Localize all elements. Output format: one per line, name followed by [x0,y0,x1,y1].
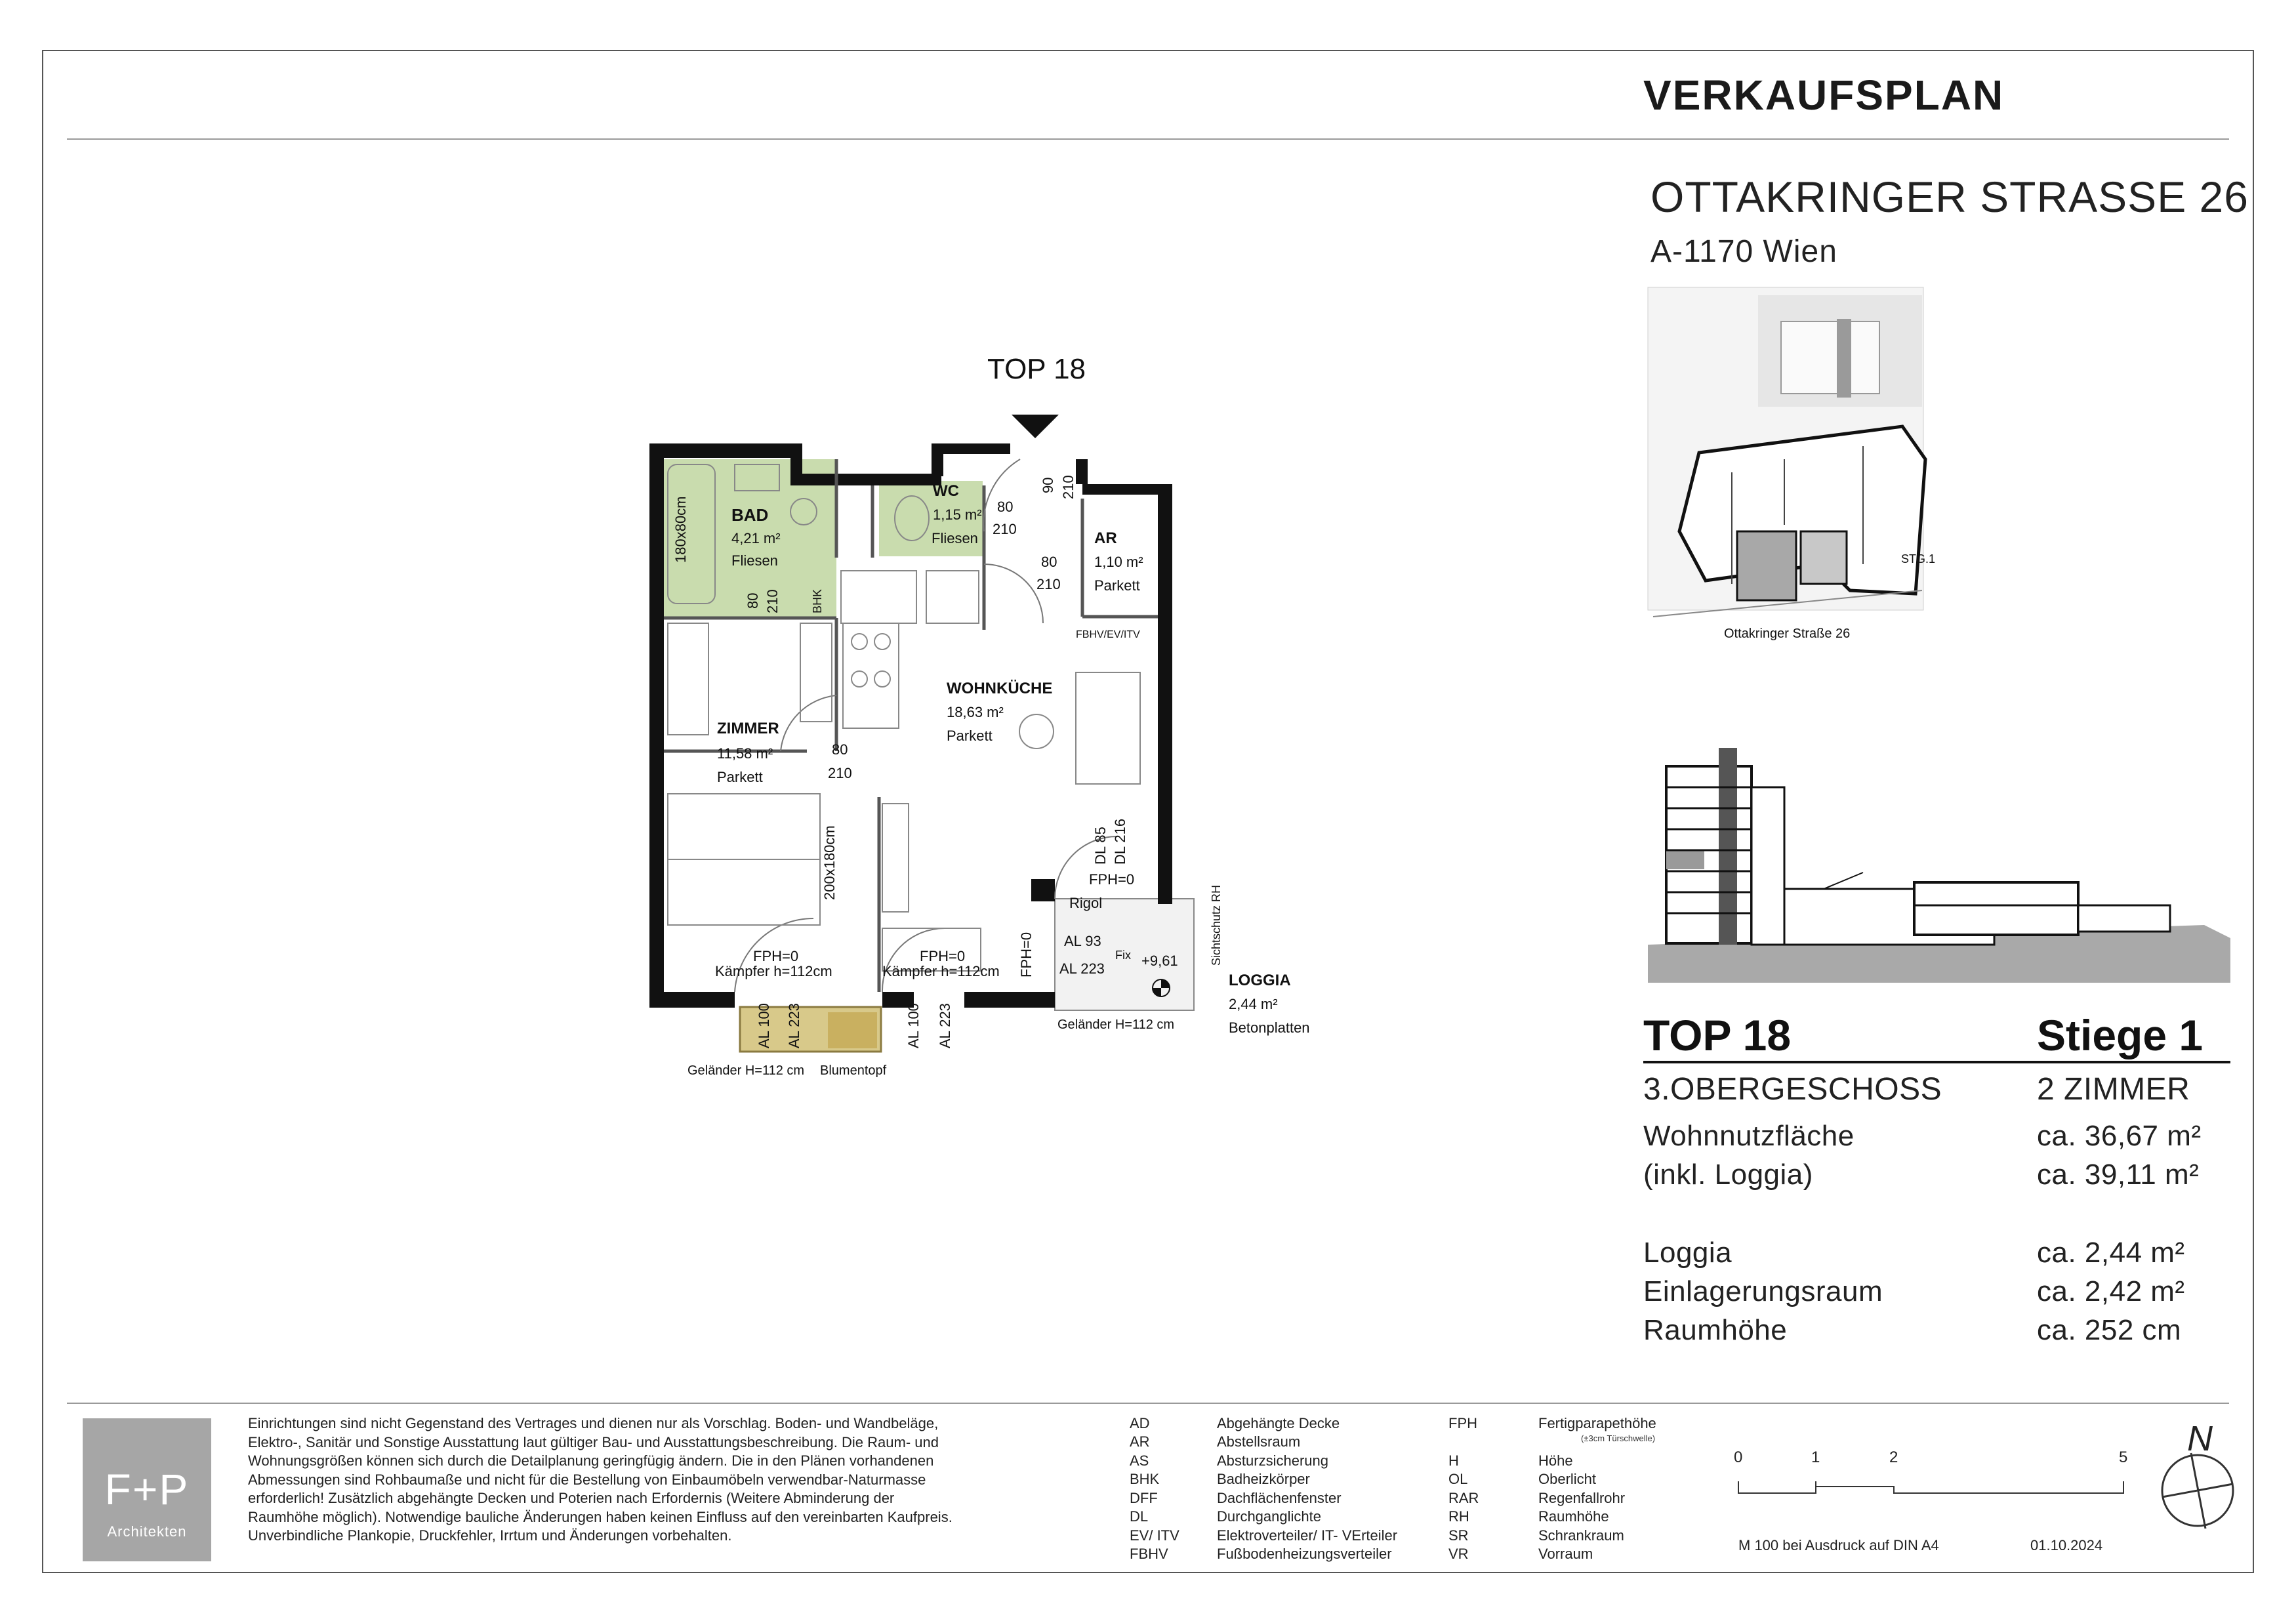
al223-kueche: AL 223 [937,1003,953,1048]
summary-row-label: Wohnnutzfläche [1643,1120,1855,1152]
al100-zimmer: AL 100 [756,1003,772,1048]
legend-text: Höhe [1538,1452,1573,1469]
level-label: +9,61 [1141,953,1178,969]
kaempfer-kueche: Kämpfer h=112cm [882,963,1000,979]
gelaender-label-loggia: Geländer H=112 cm [1057,1017,1175,1032]
wohnkueche-name: WOHNKÜCHE [947,680,1053,697]
summary-top: TOP 18 [1643,1011,1792,1059]
scale-bar [1738,1481,2123,1493]
fix-label: Fix [1115,949,1131,962]
scale-tick: 2 [1889,1448,1898,1466]
zimmer-floor: Parkett [717,769,763,785]
legend-text: Vorraum [1538,1546,1593,1562]
fph-side: FPH=0 [1018,932,1035,977]
scale-tick: 0 [1734,1448,1743,1466]
summary-divider [1643,1061,2230,1063]
entry-door-h: 210 [1060,475,1076,499]
sichtschutz-label: Sichtschutz RH [1210,884,1223,966]
wc-door-w: 80 [997,499,1014,515]
floorplan-top-label: TOP 18 [987,353,1086,385]
legend-text: Oberlicht [1538,1471,1597,1487]
loggia-area: 2,44 m² [1229,996,1278,1012]
legend-abbr: VR [1448,1546,1469,1562]
legend-text: Durchganglichte [1217,1508,1321,1525]
wc-floor: Fliesen [932,530,978,546]
summary-row-label: Loggia [1643,1237,1732,1269]
ar-floor: Parkett [1094,577,1140,594]
summary-row-value: ca. 36,67 m² [2037,1120,2202,1152]
legend-abbr: AR [1130,1433,1150,1450]
legend-abbr: RH [1448,1508,1469,1525]
disclaimer-text: Einrichtungen sind nicht Gegenstand des Vertrages und dienen nur als Vorschlag. Boden- und Wandbeläge, Elektro-, Sanitär und Sonstige Ausstattung laut gültiger Bau- und Ausstattungsbeschreibung. Die Raum- und Wohnungsgrößen können sich durch die Detailplanung geringfügig ändern. Die in den Plänen vorhandenen Abmessungen sind Rohbaumaße und nicht für die Bestellung von Einbaumöbeln verwendbar-Naturmasse erforderlich! Zusätzlich abgehängte Decken und Poterien nach Erfordernis (Weitere Abminderung der Raumhöhe möglich). Notwendige bauliche Änderungen haben keinen Einfluss auf den vereinbarten Kaufpreis. Unverbindliche Plankopie, Druckfehler, Irrtum und Änderungen vorbehalten. [248,1415,953,1544]
legend-abbr: OL [1448,1471,1468,1487]
legend-abbr: BHK [1130,1471,1160,1487]
summary-row-label: Raumhöhe [1643,1314,1788,1346]
bathtub-size: 180x80cm [672,496,689,563]
bhk-label: BHK [811,588,824,613]
legend-abbr: DL [1130,1508,1149,1525]
kaempfer-zimmer: Kämpfer h=112cm [715,963,832,979]
bed-size: 200x180cm [821,825,838,900]
summary-row-value: ca. 39,11 m² [2037,1159,2200,1191]
fbhv-label: FBHV/EV/ITV [1076,629,1140,640]
zimmer-area: 11,58 m² [717,745,773,762]
summary-row-value: ca. 2,44 m² [2037,1237,2185,1269]
architect-logo [83,1418,211,1561]
al100-kueche: AL 100 [905,1003,922,1048]
site-street-label: Ottakringer Straße 26 [1724,627,1851,641]
dl216-label: DL 216 [1112,818,1128,865]
entry-arrow-icon [1012,415,1059,438]
legend-text: Absturzsicherung [1217,1452,1328,1469]
wc-area: 1,15 m² [933,506,982,523]
summary-floor: 3.OBERGESCHOSS [1643,1072,1942,1107]
logo-mark: F+P [104,1465,190,1513]
legend-text: Abgehängte Decke [1217,1415,1340,1431]
bad-area: 4,21 m² [731,530,781,546]
site-stair-label: STG.1 [1901,552,1936,565]
loggia-name: LOGGIA [1229,972,1291,989]
legend-text: Schrankraum [1538,1527,1624,1544]
zimmer-door-w: 80 [832,741,848,758]
summary-row-label: (inkl. Loggia) [1643,1159,1813,1191]
scale-tick: 1 [1811,1448,1820,1466]
fph-kueche: FPH=0 [920,948,966,964]
plan-date: 01.10.2024 [2030,1537,2103,1553]
wc-name: WC [933,482,959,500]
legend-abbr: AS [1130,1452,1149,1469]
address-city: A-1170 Wien [1650,234,1837,269]
sofa [1076,672,1140,784]
bad-door-h: 210 [764,589,781,613]
legend-abbr: FPH [1448,1415,1477,1431]
ar-name: AR [1094,529,1117,547]
legend-abbr: EV/ ITV [1130,1527,1179,1544]
entry-door-w: 90 [1040,477,1056,493]
al223-loggia: AL 223 [1059,960,1105,977]
legend-fph-note: (±3cm Türschwelle) [1581,1433,1656,1443]
legend-abbr: SR [1448,1527,1469,1544]
wohnkueche-area: 18,63 m² [947,704,1004,720]
legend-abbr: AD [1130,1415,1150,1431]
summary-row-value: ca. 252 cm [2037,1314,2182,1346]
document-title: VERKAUFSPLAN [1643,72,2005,119]
legend-text: Elektroverteiler/ IT- VErteiler [1217,1527,1398,1544]
legend-text: Raumhöhe [1538,1508,1609,1525]
blumentopf-label: Blumentopf [820,1063,887,1078]
summary-stiege: Stiege 1 [2037,1011,2204,1059]
bad-door-w: 80 [745,592,761,609]
ar-area: 1,10 m² [1094,554,1143,570]
dining-table [1019,714,1054,749]
fph-zimmer: FPH=0 [753,948,799,964]
kitchen-shelf [926,571,979,623]
dl85-label: DL 85 [1092,827,1109,865]
ar-door-h: 210 [1036,576,1061,592]
address-street: OTTAKRINGER STRASSE 26 [1650,173,2249,221]
blumentopf-box [828,1012,877,1048]
wc-door-h: 210 [993,521,1017,537]
wardrobe-left [668,623,708,735]
building-section [1648,748,2230,983]
north-arrow-icon [2162,1453,2233,1529]
al223-zimmer: AL 223 [786,1003,802,1048]
gelaender-label-left: Geländer H=112 cm [687,1063,805,1078]
legend-text: Fertigparapethöhe [1538,1415,1656,1431]
site-plan [1648,287,1935,641]
section-top18-highlight [1666,850,1704,869]
legend-text: Badheizkörper [1217,1471,1310,1487]
kitchen-unit [841,571,916,623]
footer-divider [67,1403,2229,1404]
logo-subtitle: Architekten [107,1523,187,1540]
north-label: N [2187,1419,2213,1458]
desk [882,804,909,912]
ar-door-w: 80 [1041,554,1057,570]
zimmer-door-h: 210 [828,765,852,781]
legend-abbr: RAR [1448,1490,1479,1506]
fph-loggia: FPH=0 [1089,871,1135,888]
rigol-label: Rigol [1069,895,1103,911]
legend-text: Fußbodenheizungsverteiler [1217,1546,1392,1562]
legend-abbr: H [1448,1452,1459,1469]
scale-caption: M 100 bei Ausdruck auf DIN A4 [1738,1537,1939,1553]
summary-row-label: Einlagerungsraum [1643,1275,1883,1307]
zimmer-name: ZIMMER [717,720,779,737]
summary-row-value: ca. 2,42 m² [2037,1275,2185,1307]
wohnkueche-floor: Parkett [947,728,993,744]
bad-floor: Fliesen [731,552,778,569]
legend-abbr: DFF [1130,1490,1158,1506]
al93-label: AL 93 [1064,933,1101,949]
legend-abbr: FBHV [1130,1546,1168,1562]
loggia-floor: Betonplatten [1229,1019,1310,1036]
legend-text: Regenfallrohr [1538,1490,1626,1506]
summary-rooms-count: 2 ZIMMER [2037,1072,2190,1107]
legend-text: Dachflächenfenster [1217,1490,1342,1506]
legend-text: Abstellsraum [1217,1433,1301,1450]
scale-tick: 5 [2119,1448,2128,1466]
bad-name: BAD [731,505,769,525]
